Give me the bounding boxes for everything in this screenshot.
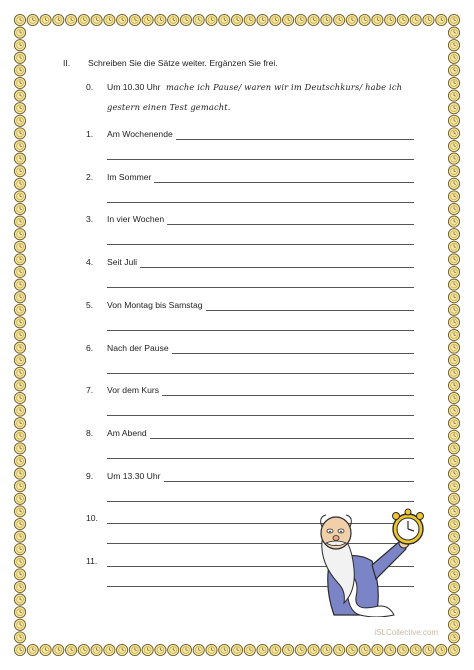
border-clock-icon	[448, 241, 459, 252]
answer-line[interactable]	[150, 438, 414, 439]
border-clock-icon	[14, 203, 25, 214]
border-clock-icon	[410, 644, 421, 655]
border-clock-icon	[448, 14, 459, 25]
border-clock-icon	[397, 14, 408, 25]
border-clock-icon	[14, 443, 25, 454]
border-clock-icon	[14, 65, 25, 76]
border-clock-icon	[295, 644, 306, 655]
old-man-with-clock-illustration	[316, 507, 434, 617]
border-clock-icon	[448, 481, 459, 492]
item-prompt: Von Montag bis Samstag	[107, 299, 203, 310]
border-clock-icon	[244, 14, 255, 25]
border-clock-icon	[448, 103, 459, 114]
border-clock-icon	[206, 14, 217, 25]
border-clock-icon	[448, 166, 459, 177]
border-clock-icon	[448, 355, 459, 366]
border-clock-icon	[14, 40, 25, 51]
example-answer-line-2: gestern einen Test gemacht.	[107, 102, 231, 112]
border-clock-icon	[448, 418, 459, 429]
border-clock-icon	[270, 14, 281, 25]
answer-line[interactable]	[167, 224, 414, 225]
border-clock-icon	[129, 644, 140, 655]
border-clock-icon	[14, 266, 25, 277]
section-instruction: Schreiben Sie die Sätze weiter. Ergänzen Sie frei.	[88, 58, 278, 68]
border-clock-icon	[448, 342, 459, 353]
item-prompt: Am Wochenende	[107, 129, 173, 139]
border-clock-icon	[385, 14, 396, 25]
answer-line[interactable]	[107, 244, 414, 245]
border-clock-icon	[448, 468, 459, 479]
item-number: 1.	[86, 129, 94, 139]
item-number: 10.	[86, 513, 98, 524]
answer-line[interactable]	[162, 395, 414, 396]
border-clock-icon	[14, 607, 25, 618]
border-clock-icon	[78, 644, 89, 655]
item-number: 11.	[86, 556, 98, 566]
border-clock-icon	[14, 317, 25, 328]
answer-line[interactable]	[107, 415, 414, 416]
answer-line[interactable]	[107, 202, 414, 203]
answer-line[interactable]	[107, 373, 414, 374]
border-clock-icon	[155, 644, 166, 655]
border-clock-icon	[448, 266, 459, 277]
watermark-text: iSLCollective.com	[374, 628, 438, 637]
border-clock-icon	[14, 77, 25, 88]
border-clock-icon	[423, 14, 434, 25]
answer-line[interactable]	[107, 458, 414, 459]
border-clock-icon	[448, 405, 459, 416]
border-clock-icon	[448, 443, 459, 454]
border-clock-icon	[448, 329, 459, 340]
answer-line[interactable]	[107, 287, 414, 288]
border-clock-icon	[448, 153, 459, 164]
border-clock-icon	[14, 27, 25, 38]
border-clock-icon	[193, 14, 204, 25]
border-clock-icon	[448, 304, 459, 315]
border-clock-icon	[14, 619, 25, 630]
border-clock-icon	[257, 644, 268, 655]
border-clock-icon	[436, 644, 447, 655]
border-clock-icon	[14, 329, 25, 340]
item-prompt: Seit Juli	[107, 257, 138, 268]
border-clock-icon	[14, 506, 25, 517]
border-clock-icon	[334, 644, 345, 655]
border-clock-icon	[448, 581, 459, 592]
border-clock-icon	[14, 140, 25, 151]
border-clock-icon	[448, 556, 459, 567]
border-clock-icon	[270, 644, 281, 655]
border-clock-icon	[448, 367, 459, 378]
border-clock-icon	[448, 115, 459, 126]
item-number: 7.	[86, 385, 94, 396]
border-clock-icon	[257, 14, 268, 25]
border-clock-icon	[91, 14, 102, 25]
border-clock-icon	[14, 229, 25, 240]
border-clock-icon	[448, 392, 459, 403]
border-clock-icon	[14, 115, 25, 126]
border-clock-icon	[372, 14, 383, 25]
border-clock-icon	[14, 191, 25, 202]
example-prefix: Um 10.30 Uhr	[107, 82, 161, 92]
border-clock-icon	[448, 594, 459, 605]
border-clock-icon	[40, 644, 51, 655]
border-clock-icon	[14, 594, 25, 605]
border-clock-icon	[448, 40, 459, 51]
border-clock-icon	[219, 644, 230, 655]
border-clock-icon	[142, 14, 153, 25]
item-prompt: Nach der Pause	[107, 342, 169, 353]
border-clock-icon	[448, 430, 459, 441]
border-clock-icon	[14, 279, 25, 290]
border-clock-icon	[14, 581, 25, 592]
border-clock-icon	[448, 644, 459, 655]
border-clock-icon	[14, 14, 25, 25]
border-clock-icon	[436, 14, 447, 25]
border-clock-icon	[53, 644, 64, 655]
border-clock-icon	[142, 644, 153, 655]
border-clock-icon	[308, 14, 319, 25]
item-number: 9.	[86, 470, 94, 481]
answer-line[interactable]	[154, 182, 414, 183]
answer-line[interactable]	[107, 330, 414, 331]
border-clock-icon	[372, 644, 383, 655]
item-prompt: In vier Wochen	[107, 214, 165, 225]
border-clock-icon	[14, 216, 25, 227]
border-clock-icon	[295, 14, 306, 25]
border-clock-icon	[14, 531, 25, 542]
border-clock-icon	[448, 140, 459, 151]
border-clock-icon	[14, 254, 25, 265]
border-clock-icon	[448, 65, 459, 76]
border-clock-icon	[14, 632, 25, 643]
border-clock-icon	[448, 52, 459, 63]
item-number: 4.	[86, 257, 94, 268]
border-clock-icon	[14, 128, 25, 139]
border-clock-icon	[308, 644, 319, 655]
border-clock-icon	[346, 14, 357, 25]
border-clock-icon	[14, 342, 25, 353]
border-clock-icon	[65, 644, 76, 655]
border-clock-icon	[334, 14, 345, 25]
border-clock-icon	[231, 14, 242, 25]
border-clock-icon	[155, 14, 166, 25]
item-prompt: Am Abend	[107, 427, 147, 438]
border-clock-icon	[27, 14, 38, 25]
border-clock-icon	[448, 254, 459, 265]
border-clock-icon	[14, 52, 25, 63]
border-clock-icon	[448, 518, 459, 529]
border-clock-icon	[448, 90, 459, 101]
border-clock-icon	[448, 455, 459, 466]
border-clock-icon	[423, 644, 434, 655]
border-clock-icon	[14, 380, 25, 391]
answer-line[interactable]	[107, 159, 414, 160]
border-clock-icon	[14, 90, 25, 101]
border-clock-icon	[448, 77, 459, 88]
border-clock-icon	[14, 405, 25, 416]
border-clock-icon	[78, 14, 89, 25]
border-clock-icon	[91, 644, 102, 655]
border-clock-icon	[14, 644, 25, 655]
border-clock-icon	[27, 644, 38, 655]
border-clock-icon	[104, 14, 115, 25]
border-clock-icon	[14, 518, 25, 529]
border-clock-icon	[448, 493, 459, 504]
item-number: 3.	[86, 214, 94, 225]
border-clock-icon	[448, 544, 459, 555]
example-number: 0.	[86, 82, 94, 92]
answer-line[interactable]	[140, 267, 414, 268]
border-clock-icon	[448, 178, 459, 189]
border-clock-icon	[448, 279, 459, 290]
border-clock-icon	[448, 317, 459, 328]
answer-line[interactable]	[172, 353, 414, 354]
border-clock-icon	[448, 607, 459, 618]
border-clock-icon	[448, 619, 459, 630]
border-clock-icon	[193, 644, 204, 655]
border-clock-icon	[448, 506, 459, 517]
item-number: 8.	[86, 427, 94, 438]
border-clock-icon	[180, 644, 191, 655]
border-clock-icon	[14, 430, 25, 441]
item-number: 2.	[86, 171, 94, 182]
border-clock-icon	[14, 166, 25, 177]
border-clock-icon	[117, 14, 128, 25]
border-clock-icon	[346, 644, 357, 655]
border-clock-icon	[14, 468, 25, 479]
border-clock-icon	[410, 14, 421, 25]
border-clock-icon	[448, 203, 459, 214]
answer-line[interactable]	[107, 501, 414, 502]
border-clock-icon	[129, 14, 140, 25]
border-clock-icon	[40, 14, 51, 25]
border-clock-icon	[219, 14, 230, 25]
border-clock-icon	[14, 153, 25, 164]
border-clock-icon	[104, 644, 115, 655]
border-clock-icon	[14, 569, 25, 580]
border-clock-icon	[231, 644, 242, 655]
border-clock-icon	[14, 392, 25, 403]
border-clock-icon	[448, 191, 459, 202]
border-clock-icon	[282, 644, 293, 655]
border-clock-icon	[168, 644, 179, 655]
border-clock-icon	[448, 216, 459, 227]
border-clock-icon	[448, 380, 459, 391]
border-clock-icon	[321, 644, 332, 655]
item-prompt: Um 13.30 Uhr	[107, 470, 161, 481]
border-clock-icon	[448, 632, 459, 643]
border-clock-icon	[53, 14, 64, 25]
border-clock-icon	[14, 367, 25, 378]
border-clock-icon	[180, 14, 191, 25]
border-clock-icon	[14, 493, 25, 504]
border-clock-icon	[14, 544, 25, 555]
border-clock-icon	[14, 304, 25, 315]
border-clock-icon	[448, 531, 459, 542]
border-clock-icon	[359, 14, 370, 25]
answer-line[interactable]	[206, 310, 414, 311]
border-clock-icon	[14, 292, 25, 303]
border-clock-icon	[14, 241, 25, 252]
border-clock-icon	[385, 644, 396, 655]
border-clock-icon	[448, 128, 459, 139]
border-clock-icon	[397, 644, 408, 655]
item-prompt: Vor dem Kurs	[107, 385, 160, 396]
item-number: 5.	[86, 299, 94, 310]
item-number: 6.	[86, 342, 94, 353]
answer-line[interactable]	[164, 481, 415, 482]
section-number: II.	[63, 58, 71, 68]
border-clock-icon	[359, 644, 370, 655]
border-clock-icon	[65, 14, 76, 25]
border-clock-icon	[244, 644, 255, 655]
border-clock-icon	[117, 644, 128, 655]
border-clock-icon	[14, 178, 25, 189]
border-clock-icon	[448, 27, 459, 38]
border-clock-icon	[168, 14, 179, 25]
example-answer-line-1: mache ich Pause/ waren wir im Deutschkurs/ habe ich	[166, 82, 403, 92]
border-clock-icon	[14, 556, 25, 567]
border-clock-icon	[14, 103, 25, 114]
border-clock-icon	[14, 418, 25, 429]
border-clock-icon	[14, 355, 25, 366]
border-clock-icon	[448, 569, 459, 580]
border-clock-icon	[14, 481, 25, 492]
border-clock-icon	[282, 14, 293, 25]
border-clock-icon	[206, 644, 217, 655]
item-prompt: Im Sommer	[107, 171, 152, 182]
border-clock-icon	[448, 229, 459, 240]
border-clock-icon	[14, 455, 25, 466]
border-clock-icon	[448, 292, 459, 303]
answer-line[interactable]	[176, 139, 414, 140]
border-clock-icon	[321, 14, 332, 25]
